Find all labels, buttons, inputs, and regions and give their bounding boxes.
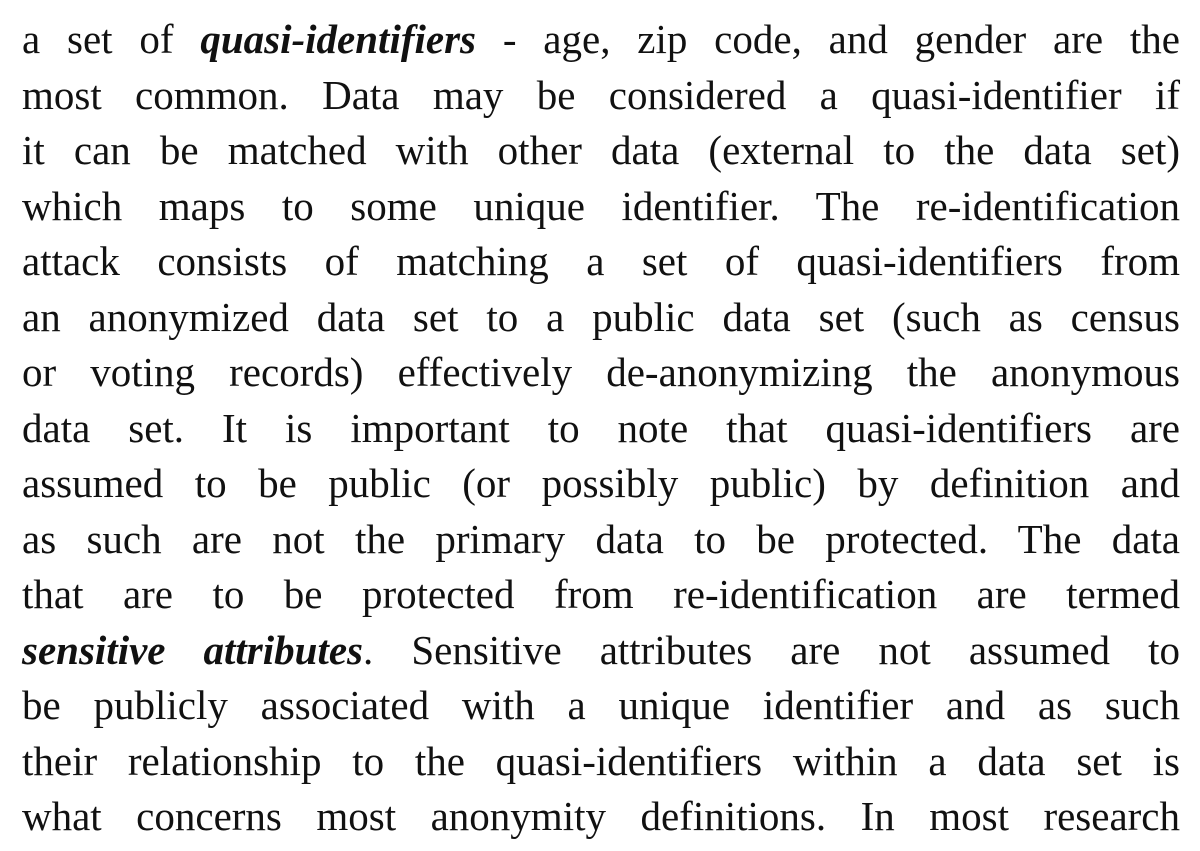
text-line — [22, 459, 1180, 507]
line-text: it can be matched with other data (external to the data set) — [22, 127, 1180, 173]
line-text: attack consists of matching a set of quasi-identifiers from — [22, 238, 1180, 284]
line-text: an anonymized data set to a public data set (such as census — [22, 294, 1180, 340]
line-text: as such are not the primary data to be protected. The data — [22, 516, 1180, 562]
text-line — [22, 515, 1180, 563]
line-text: be publicly associated with a unique identifier and as such — [22, 682, 1180, 728]
line-text: or voting records) effectively de-anonymizing the anonymous — [22, 349, 1180, 395]
text-line — [22, 737, 1180, 785]
line-text: data set. It is important to note that quasi-identifiers are — [22, 405, 1180, 451]
line-text: their relationship to the quasi-identifiers within a data set is — [22, 738, 1180, 784]
text-line — [22, 182, 1180, 230]
line-text: - age, zip code, and gender are the — [476, 16, 1180, 62]
line-text: a set of — [22, 16, 201, 62]
line-text: assumed to be public (or possibly public) by definition and — [22, 460, 1180, 506]
line-text: what concerns most anonymity definitions. In most research — [22, 793, 1180, 839]
text-line — [22, 681, 1180, 729]
cropped-previous-line — [22, 0, 1180, 4]
line-text: that are to be protected from re-identification are termed — [22, 571, 1180, 617]
text-line — [22, 348, 1180, 396]
line-text: most common. Data may be considered a quasi-identifier if — [22, 72, 1180, 118]
defined-term: sensitive attributes — [22, 627, 364, 673]
text-line — [22, 293, 1180, 341]
text-line — [22, 237, 1180, 285]
line-text: which maps to some unique identifier. The re-identification — [22, 183, 1180, 229]
text-line — [22, 570, 1180, 618]
defined-term: quasi-identifiers — [200, 16, 476, 62]
line-text: . Sensitive attributes are not assumed to — [363, 627, 1180, 673]
text-line — [22, 626, 1180, 674]
text-line — [22, 71, 1180, 119]
text-line — [22, 404, 1180, 452]
text-line — [22, 15, 1180, 63]
text-line — [22, 792, 1180, 840]
text-line — [22, 126, 1180, 174]
